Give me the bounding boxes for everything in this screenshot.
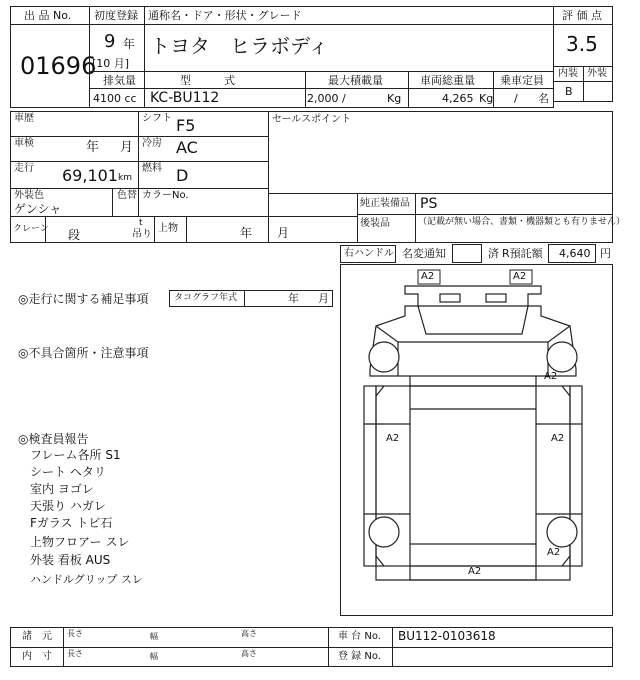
footer-height-1: 高さ	[241, 629, 257, 638]
recycle-value: 4,640	[559, 247, 591, 260]
damage-mark-front-right: A2	[513, 271, 527, 282]
recycle-unit: 円	[600, 247, 611, 260]
model-value: KC-BU112	[150, 90, 220, 106]
tachograph-year: 年	[288, 292, 299, 305]
damage-mark-rear: A2	[468, 566, 482, 577]
name-change-box	[452, 244, 482, 263]
inspector-line: 外装 看板 AUS	[30, 553, 111, 567]
gross-weight-unit: Kg	[479, 92, 494, 105]
damage-mark-left-side: A2	[386, 433, 400, 444]
max-load-unit: Kg	[387, 92, 402, 105]
inspector-line: Fガラス トビ石	[30, 516, 113, 530]
model-label: 型 式	[180, 74, 235, 87]
damage-mark-right-side: A2	[551, 433, 565, 444]
footer-length-1: 長さ	[67, 629, 83, 638]
interior-score: B	[565, 85, 573, 98]
first-reg-label: 初度登録	[94, 9, 138, 22]
duty-label: 済	[488, 247, 499, 260]
max-load-value: 2,000 /	[307, 92, 346, 105]
capacity-label: 乗車定員	[500, 74, 544, 87]
mileage-value: 69,101	[62, 166, 118, 185]
gross-weight-label: 車両総重量	[420, 74, 475, 87]
inspection-month: 月	[120, 140, 134, 155]
crane-stage: 段	[68, 228, 81, 242]
inspection-label: 車検	[14, 138, 34, 149]
upper-label: 上物	[158, 223, 178, 234]
lot-label: 出 品 No.	[24, 9, 72, 22]
recycle-label: R預託額	[502, 247, 543, 260]
inspector-label: ◎検査員報告	[18, 432, 89, 446]
shift-label: シフト	[142, 113, 172, 124]
damage-mark-front-left: A2	[421, 271, 435, 282]
first-reg-year: 9	[104, 31, 116, 52]
footer-length-2: 長さ	[67, 649, 83, 658]
mileage-unit: km	[118, 173, 132, 183]
color-change-label: 色替	[117, 190, 137, 201]
chassis-label: 車 台 No.	[338, 631, 381, 642]
max-load-label: 最大積載量	[328, 74, 383, 87]
fuel-label: 燃料	[142, 163, 162, 174]
score-label: 評 価 点	[562, 9, 602, 22]
chassis-value: BU112-0103618	[398, 629, 496, 643]
exterior-label: 外装	[587, 68, 607, 79]
cooler-label: 冷房	[142, 138, 162, 149]
mileage-label: 走行	[14, 163, 34, 174]
footer-spec-label: 諸 元	[22, 631, 52, 642]
gross-weight-value: 4,265	[442, 92, 474, 105]
crane-label: クレーン	[13, 224, 49, 234]
sales-point-label: セールスポイント	[272, 114, 352, 125]
inspector-line: 室内 ヨゴレ	[30, 482, 94, 496]
lot-number: 01696	[20, 52, 97, 80]
color-label: 外装色	[14, 190, 44, 201]
footer-inner-label: 内 寸	[22, 651, 52, 662]
cooler-value: AC	[176, 138, 198, 157]
crane-hang: 吊り	[132, 229, 152, 240]
color-value: ゲンシャ	[14, 202, 62, 216]
footer-width-2: 幅	[150, 652, 158, 661]
driving-remarks-label: ◎走行に関する補足事項	[18, 292, 149, 306]
crane-t: t	[139, 218, 143, 228]
fuel-value: D	[176, 166, 189, 185]
upper-year: 年	[240, 226, 253, 240]
inspector-line: 上物フロアー スレ	[30, 535, 130, 549]
equipment-value: PS	[420, 196, 438, 212]
first-reg-month: [10 月]	[92, 57, 130, 70]
defects-label: ◎不具合箇所・注意事項	[18, 346, 149, 360]
color-code-label: カラーNo.	[142, 190, 189, 201]
inspector-line: フレーム各所 S1	[30, 448, 121, 462]
model-name-label: 通称名・ドア・形状・グレード	[148, 9, 302, 22]
score-value: 3.5	[566, 32, 598, 56]
inspector-line: シート ヘタリ	[30, 465, 106, 479]
tachograph-label: タコグラフ年式	[174, 293, 238, 303]
displacement-label: 排気量	[103, 74, 136, 87]
truck-diagram	[340, 264, 613, 616]
crane-row	[10, 216, 358, 243]
shift-value: F5	[176, 116, 196, 135]
interior-label: 内装	[558, 68, 578, 79]
footer-height-2: 高さ	[241, 649, 257, 658]
damage-mark-right-rear: A2	[547, 547, 561, 558]
inspection-year: 年	[86, 140, 100, 155]
displacement-value: 4100 cc	[93, 92, 137, 105]
first-reg-year-unit: 年	[123, 37, 136, 51]
aftermarket-label: 後装品	[360, 218, 390, 229]
damage-mark-right-front: A2	[544, 371, 558, 382]
car-name: トヨタ ヒラボディ	[150, 34, 329, 58]
registration-label: 登 録 No.	[338, 651, 381, 662]
inspector-line: 天張り ハガレ	[30, 499, 106, 513]
inspector-line: ハンドルグリップ スレ	[30, 573, 143, 586]
equipment-label: 純正装備品	[360, 198, 410, 209]
tachograph-month: 月	[318, 292, 329, 305]
right-handle: 右ハンドル	[344, 248, 394, 259]
name-change-label: 名変通知	[402, 247, 446, 260]
aftermarket-note: （記載が無い場合、書類・機器類とも有りません）	[418, 217, 626, 227]
history-label: 車歴	[14, 113, 34, 124]
footer-width-1: 幅	[150, 632, 158, 641]
upper-month: 月	[277, 226, 290, 240]
capacity-unit: 名	[538, 92, 549, 105]
capacity-value: /	[514, 92, 518, 105]
